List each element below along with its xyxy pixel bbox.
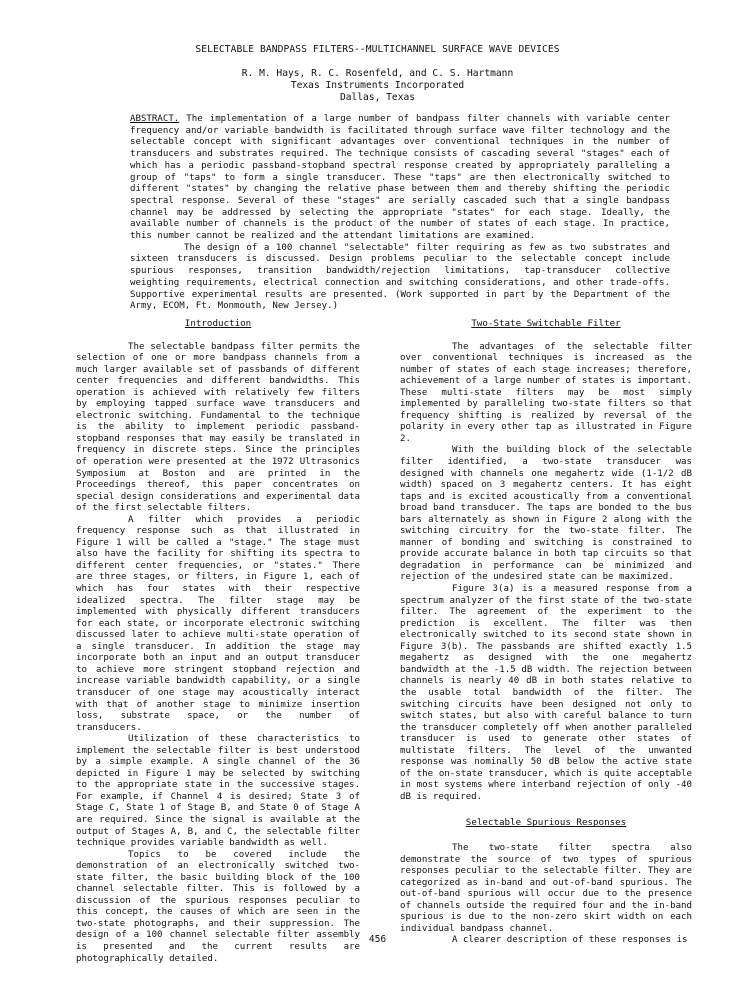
intro-paragraph-3: Utilization of these characteristics to implement the selectable filter is best understood by a simple example. A single channel of the 36 depicted in Figure 1 may be selected by switching to the appropriate state in the successive stages. For example, if Channel 4 is desired; State 3 of Stage C, State 1 of Stage B, and State 0 of Stage A are required. Since the signal is available at the output of Stages A, B, and C, the selectable filter technique provides variable bandwidth as well. [76, 734, 360, 849]
abstract-paragraph-2: The design of a 100 channel "selectable" filter requiring as few as two substrates and sixteen transducers is discussed. Design problems peculiar to the selectable concept include spurious responses, transition bandwidth/rejection limitations, tap-transducer collective weighting requirements, electrical connection and switching considerations, and other trade-offs. Supportive experimental results are presented. (Work supported in part by the Department of the Army, ECOM, Ft. Monmouth, New Jersey.) [130, 242, 670, 312]
section-heading-spurious-responses: Selectable Spurious Responses [465, 817, 627, 829]
abstract-label: ABSTRACT. [130, 114, 180, 124]
abstract-paragraph-1 [130, 114, 670, 243]
page-number: 456 [368, 934, 387, 945]
paper-title: SELECTABLE BANDPASS FILTERS--MULTICHANNEL SURFACE WAVE DEVICES [195, 44, 560, 55]
left-column [76, 318, 360, 965]
intro-paragraph-2: A filter which provides a periodic frequency response such as that illustrated in Figure 1 will be called a "stage." The stage must also have the facility for shifting its spectra to different center frequencies, or "states." There are three stages, or filters, in Figure 1, each of which has four states with their respective idealized spectra. The filter stage may be implemented with physically different transducers for each state, or incorporate electronic switching discussed later to achieve multi-state operation of a single transducer. In addition the stage may incorporate both an input and an output transducer to achieve more stringent stopband rejection and increase variable bandwidth capability, or a single transducer of one stage may acoustically interact with that of another stage to minimize insertion loss, substrate space, or the number of transducers. [76, 514, 360, 733]
intro-paragraph-4: Topics to be covered include the demonstration of an electronically switched two-state filter, the basic building block of the 100 channel selectable filter. This is followed by a discussion of the spurious responses peculiar to this concept, the causes of which are seen in the two-state photographs, and their suppression. The design of a 100 channel selectable filter assembly is presented and the current results are photographically detailed. [76, 849, 360, 964]
right-column [400, 318, 692, 947]
author-location: Dallas, Texas [339, 92, 416, 103]
author-affiliation: Texas Instruments Incorporated [290, 80, 465, 91]
spurious-paragraph-1: The two-state filter spectra also demonstrate the source of two types of spurious responses peculiar to the selectable filter. They are categorized as in-band and out-of-band spurious. The out-of-band spurious will occur due to the presence of channels outside the required four and the in-band spurious is due to the non-zero skirt width on each individual bandpass channel. [400, 842, 692, 934]
two-state-paragraph-1: The advantages of the selectable filter over conventional techniques is increased as the number of states of each stage increases; therefore, achievement of a large number of states is important. These multi-state filters may be most simply implemented by paralleling two-state filters so that frequency shifting is realized by reversal of the polarity in every other tap as illustrated in Figure 2. [400, 341, 692, 444]
section-heading-two-state-filter: Two-State Switchable Filter [471, 318, 621, 329]
abstract-text-1: The implementation of a large number of bandpass filter channels with variable center frequency and/or variable bandwidth is facilitated through surface wave filter technology and the selectable concept with significant advantages over conventional techniques in the number of transducers and substrates required. The technique consists of cascading several "stages" each of which has a periodic passband-stopband spectral response created by appropriately paralleling a group of "taps" to form a single transducer. These "taps" are then electronically switched to different "states" by changing the relative phase between them and thereby shifting the periodic spectral response. Several of these "stages" are serially cascaded such that a single bandpass channel may be addressed by selecting the appropriate "states" for each stage. Ideally, the available number of channels is the product of the number of states of each stage. In practice, this number cannot be realized and the attendant limitations are examined. [130, 114, 670, 242]
section-heading-introduction: Introduction [184, 318, 252, 329]
spurious-paragraph-2: A clearer description of these responses is [452, 935, 688, 946]
two-state-paragraph-2: With the building block of the selectable filter identified, a two-state transducer was designed with channels one megahertz wide (1-1/2 dB width) spaced on 3 megahertz centers. It has eight taps and is excited acoustically from a conventional broad band transducer. The taps are bonded to the bus bars alternately as shown in Figure 2 along with the switching circuitry for the two-state filter. The manner of bonding and switching is constrained to provide accurate balance in both tap circuits so that degradation in performance can be minimized and rejection of the undesired state can be maximized. [400, 445, 692, 583]
abstract [130, 114, 670, 313]
two-state-paragraph-3: Figure 3(a) is a measured response from a spectrum analyzer of the first state of the two-state filter. The agreement of the experiment to the prediction is excellent. The filter was then electronically switched to its second state shown in Figure 3(b). The passbands are shifted exactly 1.5 megahertz as designed with the one megahertz bandwidth at the -1.5 dB width. The rejection between channels is nearly 40 dB in both states relative to the usable total bandwidth of the filter. The switching circuits have been designed not only to switch states, but also with careful balance to turn the transducer completely off when another paralleled transducer is used to generate other states of multistate filters. The level of the unwanted response was nominally 50 dB below the active state of the on-state transducer, which is quite acceptable in most systems where interband rejection of only -40 dB is required. [400, 584, 692, 802]
author-names: R. M. Hays, R. C. Rosenfeld, and C. S. Hartmann [241, 68, 514, 79]
author-block [0, 68, 755, 104]
intro-paragraph-1: The selectable bandpass filter permits the selection of one or more bandpass channels from a much larger available set of passbands of different center frequencies and different bandwidths. This operation is achieved with relatively few filters by employing tapped surface wave transducers and electronic switching. Fundamental to the technique is the ability to implement periodic passband-stopband responses that may easily be translated in frequency in discrete steps. Since the principles of operation were presented at the 1972 Ultrasonics Symposium at Boston and are printed in the Proceedings thereof, this paper concentrates on special design considerations and experimental data of the first selectable filters. [76, 341, 360, 514]
